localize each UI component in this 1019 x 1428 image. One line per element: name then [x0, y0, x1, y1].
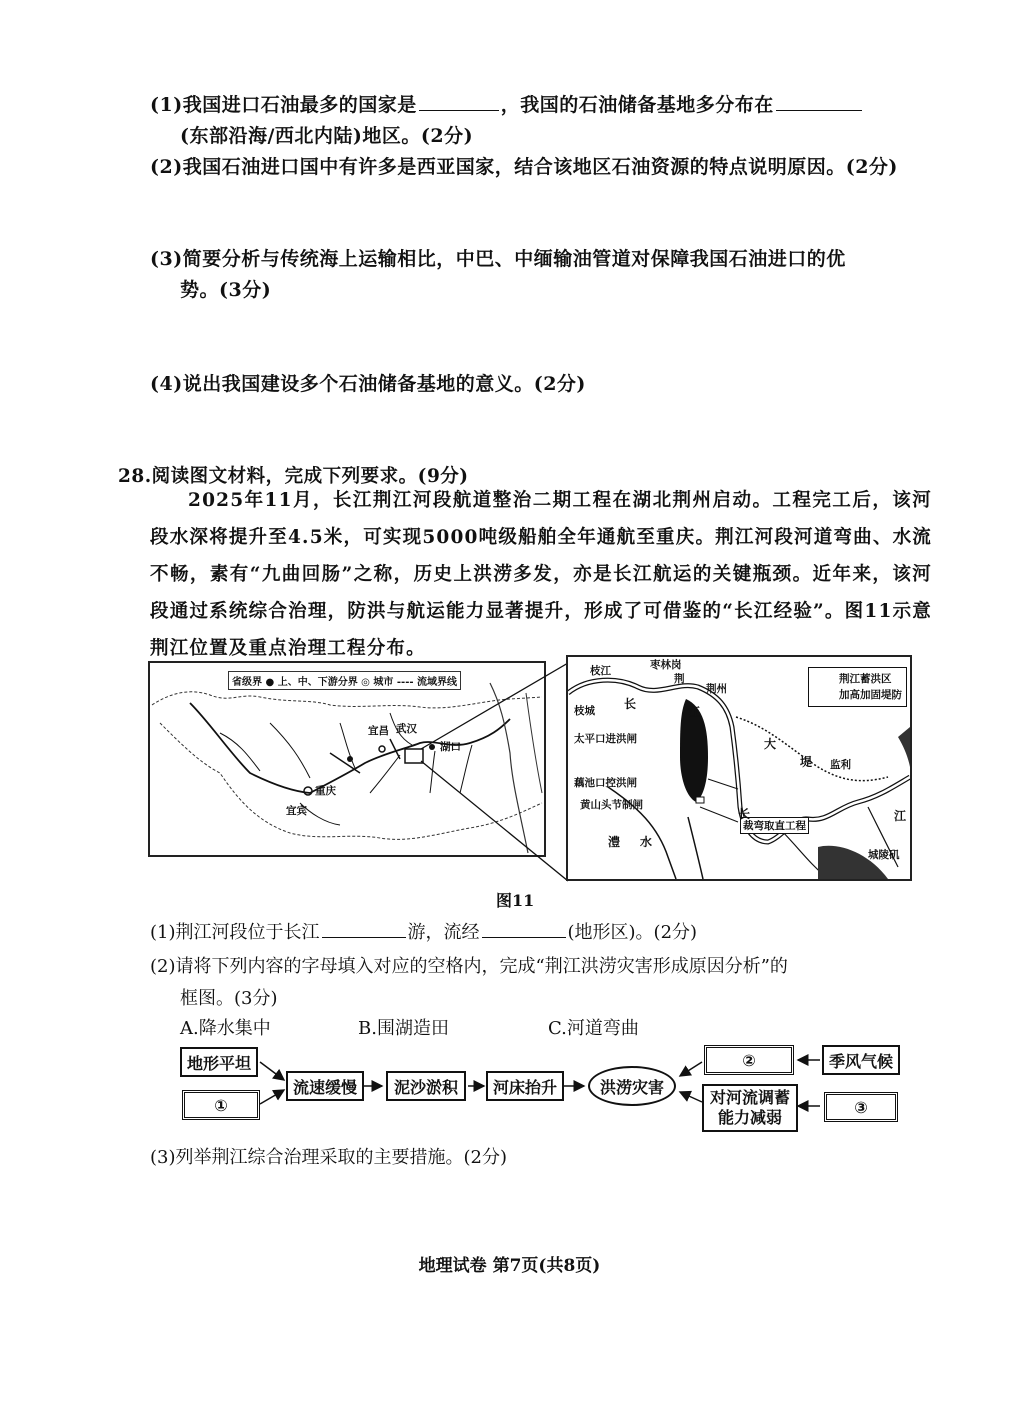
q28-3-text: (3)列举荆江综合治理采取的主要措施。(2分): [150, 1147, 507, 1168]
legend-city: 城市: [373, 677, 394, 688]
label-taipingkou: 太平口进洪闸: [574, 733, 637, 745]
label-jiang-2: 江: [894, 809, 907, 823]
answer-blank[interactable]: [322, 919, 406, 938]
flow-reduced-capacity: 对河流调蓄能力减弱: [702, 1084, 798, 1132]
q27-1-text-c: (东部沿海/西北内陆)地区。(2分): [180, 125, 474, 147]
q27-3-text-a: (3)简要分析与传统海上运输相比，中巴、中缅输油管道对保障我国石油进口的优: [150, 248, 846, 270]
answer-blank[interactable]: [776, 92, 862, 111]
legend-levee: 加高加固堤防: [839, 689, 902, 701]
label-jing: 荆: [674, 673, 685, 685]
legend-reach-divide: 上、中、下游分界: [277, 677, 358, 688]
flow-blank-3[interactable]: ③: [824, 1092, 898, 1122]
option-c: C.河道弯曲: [548, 1018, 639, 1039]
label-jingzhou: 荆州: [706, 683, 727, 695]
q28-1-line: [150, 918, 697, 944]
q28-material: [150, 482, 932, 667]
label-li: 澧: [608, 835, 621, 849]
zoom-connector-lines: [408, 661, 568, 883]
label-da: 大: [764, 737, 777, 751]
label-huangshantou: 黄山头节制闸: [580, 799, 643, 811]
q27-1-text-a: (1)我国进口石油最多的国家是: [150, 94, 417, 116]
q27-4-text: (4)说出我国建设多个石油储备基地的意义。(2分): [150, 373, 586, 395]
figure-caption: 图11: [496, 891, 535, 910]
label-ouchikou: 藕池口控洪闸: [574, 777, 637, 789]
label-zhijiang: 枝江: [590, 665, 611, 677]
page-footer: 地理试卷 第7页(共8页): [418, 1256, 601, 1276]
flow-blank-1[interactable]: ①: [182, 1090, 260, 1120]
q27-1-text-b: ，我国的石油储备基地多分布在: [500, 94, 774, 116]
flow-riverbed-rise: 河床抬升: [486, 1071, 564, 1101]
label-shui: 水: [640, 835, 653, 849]
city-label-yichang: 宜昌: [368, 725, 389, 737]
q28-2-text-b: 框图。(3分): [180, 988, 278, 1009]
legend-provincial-boundary: 省级界: [232, 677, 262, 688]
q27-1-line1: [150, 90, 864, 117]
label-chang: 长: [624, 697, 637, 711]
city-label-hukou: 湖口: [440, 741, 461, 753]
legend-basin-boundary: 流域界线: [416, 677, 457, 688]
q28-1-text-a: (1)荆江河段位于长江: [150, 922, 320, 943]
label-chang-2: 长: [738, 807, 751, 821]
legend-flood-storage: 荆江蓄洪区: [839, 673, 892, 685]
flow-slow-flow: 流速缓慢: [286, 1071, 364, 1101]
right-map-legend: [808, 667, 907, 707]
flow-flood-disaster: 洪涝灾害: [588, 1066, 676, 1106]
city-label-yibin: 宜宾: [286, 805, 307, 817]
jingjiang-detail-map: [566, 655, 912, 881]
flow-monsoon-climate: 季风气候: [822, 1045, 900, 1075]
answer-blank[interactable]: [482, 919, 566, 938]
q28-1-text-c: (地形区)。(2分): [567, 922, 698, 943]
flow-terrain-flat: 地形平坦: [180, 1047, 258, 1077]
flow-blank-2[interactable]: ②: [704, 1045, 794, 1075]
label-jianli: 监利: [830, 759, 851, 771]
label-zhicheng: 枝城: [574, 705, 595, 717]
q27-3-text-b: 势。(3分): [180, 279, 272, 301]
label-chenglingji: 城陵矶: [868, 849, 900, 861]
q28-1-text-b: 游，流经: [407, 922, 480, 943]
q28-2-text-a: (2)请将下列内容的字母填入对应的空格内，完成“荆江洪涝灾害形成原因分析”的: [150, 956, 788, 977]
option-a: A.降水集中: [180, 1018, 271, 1039]
option-b: B.围湖造田: [358, 1018, 449, 1039]
label-zaolingang: 枣林岗: [650, 659, 682, 671]
q28-material-text: 2025年11月，长江荆江河段航道整治二期工程在湖北荆州启动。工程完工后，该河段水深将提升至4.5米，可实现5000吨级船舶全年通航至重庆。荆江河段河道弯曲、水流不畅，素有“九曲回肠”之称，历史上洪涝多发，亦是长江航运的关键瓶颈。近年来，该河段通过系统综合治理，防洪与航运能力显著提升，形成了可借鉴的“长江经验”。图11示意荆江位置及重点治理工程分布。: [150, 490, 932, 659]
flow-siltation: 泥沙淤积: [386, 1071, 466, 1101]
q27-2-text: (2)我国石油进口国中有许多是西亚国家，结合该地区石油资源的特点说明原因。(2分): [150, 156, 898, 178]
city-label-wuhan: 武汉: [396, 723, 417, 735]
q28-title: 28.阅读图文材料，完成下列要求。(9分): [118, 466, 469, 487]
label-cutoff-project: 裁弯取直工程: [740, 817, 809, 834]
label-di: 堤: [800, 755, 813, 769]
answer-blank[interactable]: [419, 92, 499, 111]
figure-11: [148, 661, 914, 883]
label-jiang: 江: [688, 705, 701, 719]
left-map-legend: 省级界 ● 上、中、下游分界 ◎ 城市 ---- 流域界线: [228, 671, 461, 690]
city-label-chongqing: 重庆: [315, 785, 336, 797]
